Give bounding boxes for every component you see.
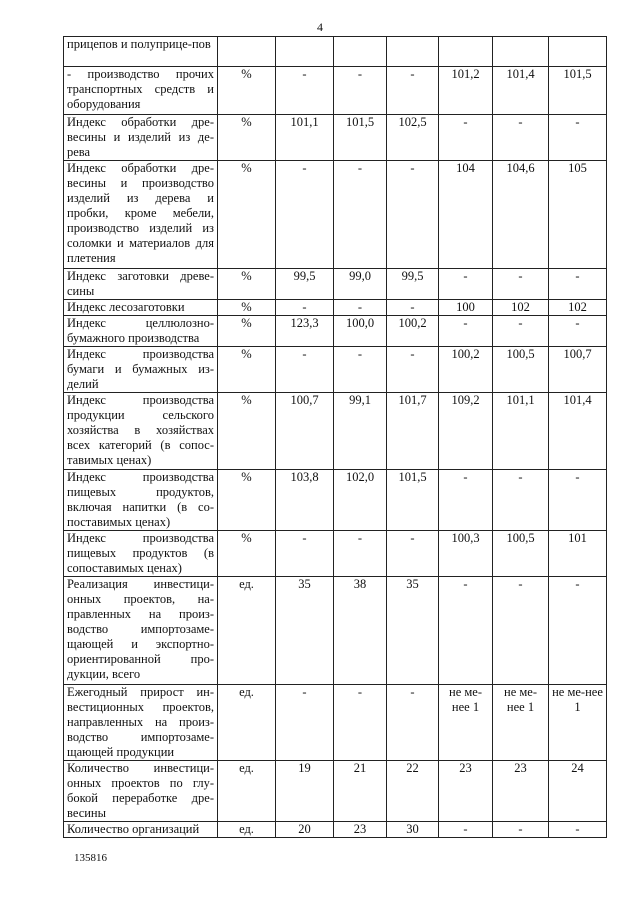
value-cell: - bbox=[493, 822, 549, 838]
indicator-name-cell: Индекс производства бумаги и бумажных из-делий bbox=[64, 347, 218, 393]
table-row bbox=[64, 822, 607, 838]
unit-cell: % bbox=[218, 115, 276, 161]
indicator-name-cell: Количество инвестици-онных проектов по глу-бокой переработке дре-весины bbox=[64, 761, 218, 822]
value-cell: - bbox=[439, 316, 493, 347]
value-cell bbox=[387, 37, 439, 67]
value-cell: 109,2 bbox=[439, 393, 493, 470]
document-code: 135816 bbox=[74, 852, 107, 864]
value-cell: не ме-нее 1 bbox=[493, 685, 549, 761]
value-cell: 23 bbox=[439, 761, 493, 822]
indicator-name-cell: Индекс обработки дре-весины и изделий из де-рева bbox=[64, 115, 218, 161]
table-row bbox=[64, 300, 607, 316]
table-row bbox=[64, 67, 607, 115]
table-row bbox=[64, 269, 607, 300]
value-cell: - bbox=[439, 470, 493, 531]
value-cell: - bbox=[493, 316, 549, 347]
value-cell: 99,5 bbox=[276, 269, 334, 300]
value-cell: - bbox=[334, 531, 387, 577]
indicator-name-cell: прицепов и полуприце-пов bbox=[64, 37, 218, 67]
table-row bbox=[64, 115, 607, 161]
value-cell: 23 bbox=[493, 761, 549, 822]
value-cell: 102,5 bbox=[387, 115, 439, 161]
value-cell bbox=[276, 37, 334, 67]
value-cell: - bbox=[276, 531, 334, 577]
value-cell: 102,0 bbox=[334, 470, 387, 531]
value-cell: - bbox=[387, 531, 439, 577]
value-cell: - bbox=[387, 685, 439, 761]
value-cell: - bbox=[493, 577, 549, 685]
indicator-name-cell: Индекс производства продукции сельского хозяйства в хозяйствах всех категорий (в сопос-тавимых ценах) bbox=[64, 393, 218, 470]
value-cell: 101,1 bbox=[493, 393, 549, 470]
indicators-table bbox=[63, 36, 607, 838]
value-cell: 100,5 bbox=[493, 347, 549, 393]
value-cell: 103,8 bbox=[276, 470, 334, 531]
unit-cell: % bbox=[218, 67, 276, 115]
value-cell: 24 bbox=[549, 761, 607, 822]
value-cell: 101 bbox=[549, 531, 607, 577]
value-cell: 100,3 bbox=[439, 531, 493, 577]
value-cell: 99,5 bbox=[387, 269, 439, 300]
value-cell: 102 bbox=[493, 300, 549, 316]
indicator-name-cell: Индекс производства пищевых продуктов (в сопоставимых ценах) bbox=[64, 531, 218, 577]
table-row bbox=[64, 37, 607, 67]
value-cell: - bbox=[276, 161, 334, 269]
unit-cell: % bbox=[218, 316, 276, 347]
value-cell: - bbox=[276, 347, 334, 393]
indicator-name-cell: Количество организаций bbox=[64, 822, 218, 838]
value-cell: - bbox=[549, 316, 607, 347]
value-cell: - bbox=[549, 577, 607, 685]
value-cell: 101,4 bbox=[493, 67, 549, 115]
value-cell: - bbox=[387, 67, 439, 115]
table-row bbox=[64, 316, 607, 347]
value-cell: 21 bbox=[334, 761, 387, 822]
table-row bbox=[64, 470, 607, 531]
value-cell: 22 bbox=[387, 761, 439, 822]
value-cell: 100,5 bbox=[493, 531, 549, 577]
value-cell: - bbox=[276, 67, 334, 115]
value-cell: 104 bbox=[439, 161, 493, 269]
unit-cell: ед. bbox=[218, 577, 276, 685]
value-cell: - bbox=[387, 300, 439, 316]
indicator-name-cell: Индекс производства пищевых продуктов, включая напитки (в со-поставимых ценах) bbox=[64, 470, 218, 531]
unit-cell: % bbox=[218, 300, 276, 316]
value-cell: не ме-нее 1 bbox=[439, 685, 493, 761]
table-row bbox=[64, 531, 607, 577]
table-row bbox=[64, 393, 607, 470]
value-cell: 100,2 bbox=[387, 316, 439, 347]
value-cell: - bbox=[387, 161, 439, 269]
value-cell: - bbox=[493, 470, 549, 531]
table-row bbox=[64, 161, 607, 269]
value-cell: - bbox=[549, 269, 607, 300]
unit-cell: ед. bbox=[218, 822, 276, 838]
table-row bbox=[64, 761, 607, 822]
value-cell: 101,5 bbox=[387, 470, 439, 531]
value-cell: 102 bbox=[549, 300, 607, 316]
table-row bbox=[64, 577, 607, 685]
unit-cell: ед. bbox=[218, 761, 276, 822]
value-cell: 101,5 bbox=[549, 67, 607, 115]
value-cell: 105 bbox=[549, 161, 607, 269]
value-cell: - bbox=[387, 347, 439, 393]
unit-cell: % bbox=[218, 531, 276, 577]
value-cell: 100,0 bbox=[334, 316, 387, 347]
value-cell: 101,7 bbox=[387, 393, 439, 470]
indicator-name-cell: Индекс заготовки древе-сины bbox=[64, 269, 218, 300]
indicator-name-cell: Реализация инвестици-онных проектов, на-правленных на произ-водство импортозаме-щающей и экспортно-ориентированной про-дукции, всего bbox=[64, 577, 218, 685]
value-cell: не ме-нее 1 bbox=[549, 685, 607, 761]
value-cell: - bbox=[334, 685, 387, 761]
indicator-name-cell: Ежегодный прирост ин-вестиционных проектов, направленных на произ-водство импортозаме-щающей продукции bbox=[64, 685, 218, 761]
unit-cell: % bbox=[218, 269, 276, 300]
unit-cell: % bbox=[218, 347, 276, 393]
table-row bbox=[64, 347, 607, 393]
value-cell: - bbox=[276, 300, 334, 316]
page-number: 4 bbox=[317, 20, 323, 34]
value-cell: 100,2 bbox=[439, 347, 493, 393]
unit-cell bbox=[218, 37, 276, 67]
value-cell: - bbox=[549, 470, 607, 531]
unit-cell: % bbox=[218, 393, 276, 470]
value-cell: - bbox=[439, 577, 493, 685]
value-cell bbox=[439, 37, 493, 67]
value-cell: - bbox=[549, 115, 607, 161]
value-cell: 35 bbox=[276, 577, 334, 685]
indicator-name-cell: Индекс обработки дре-весины и производство изделий из дерева и пробки, кроме мебели, производство изделий из соломки и материалов для плетения bbox=[64, 161, 218, 269]
indicator-name-cell: Индекс лесозаготовки bbox=[64, 300, 218, 316]
value-cell: 101,5 bbox=[334, 115, 387, 161]
value-cell: 101,4 bbox=[549, 393, 607, 470]
table-row bbox=[64, 685, 607, 761]
value-cell: 99,1 bbox=[334, 393, 387, 470]
value-cell: 20 bbox=[276, 822, 334, 838]
value-cell: 19 bbox=[276, 761, 334, 822]
value-cell: - bbox=[334, 67, 387, 115]
value-cell: 99,0 bbox=[334, 269, 387, 300]
value-cell bbox=[493, 37, 549, 67]
unit-cell: ед. bbox=[218, 685, 276, 761]
value-cell: 100,7 bbox=[276, 393, 334, 470]
value-cell: 101,1 bbox=[276, 115, 334, 161]
value-cell: 101,2 bbox=[439, 67, 493, 115]
value-cell: - bbox=[493, 269, 549, 300]
value-cell: 100,7 bbox=[549, 347, 607, 393]
value-cell: - bbox=[439, 822, 493, 838]
value-cell: 104,6 bbox=[493, 161, 549, 269]
indicator-name-cell: - производство прочих транспортных средств и оборудования bbox=[64, 67, 218, 115]
value-cell: 100 bbox=[439, 300, 493, 316]
value-cell: - bbox=[334, 161, 387, 269]
value-cell: - bbox=[439, 269, 493, 300]
unit-cell: % bbox=[218, 161, 276, 269]
value-cell: - bbox=[549, 822, 607, 838]
indicator-name-cell: Индекс целлюлозно-бумажного производства bbox=[64, 316, 218, 347]
value-cell: - bbox=[493, 115, 549, 161]
unit-cell: % bbox=[218, 470, 276, 531]
value-cell: 35 bbox=[387, 577, 439, 685]
value-cell: 123,3 bbox=[276, 316, 334, 347]
value-cell: - bbox=[334, 347, 387, 393]
value-cell bbox=[334, 37, 387, 67]
value-cell: - bbox=[439, 115, 493, 161]
value-cell: - bbox=[276, 685, 334, 761]
value-cell: - bbox=[334, 300, 387, 316]
value-cell bbox=[549, 37, 607, 67]
value-cell: 38 bbox=[334, 577, 387, 685]
value-cell: 30 bbox=[387, 822, 439, 838]
value-cell: 23 bbox=[334, 822, 387, 838]
